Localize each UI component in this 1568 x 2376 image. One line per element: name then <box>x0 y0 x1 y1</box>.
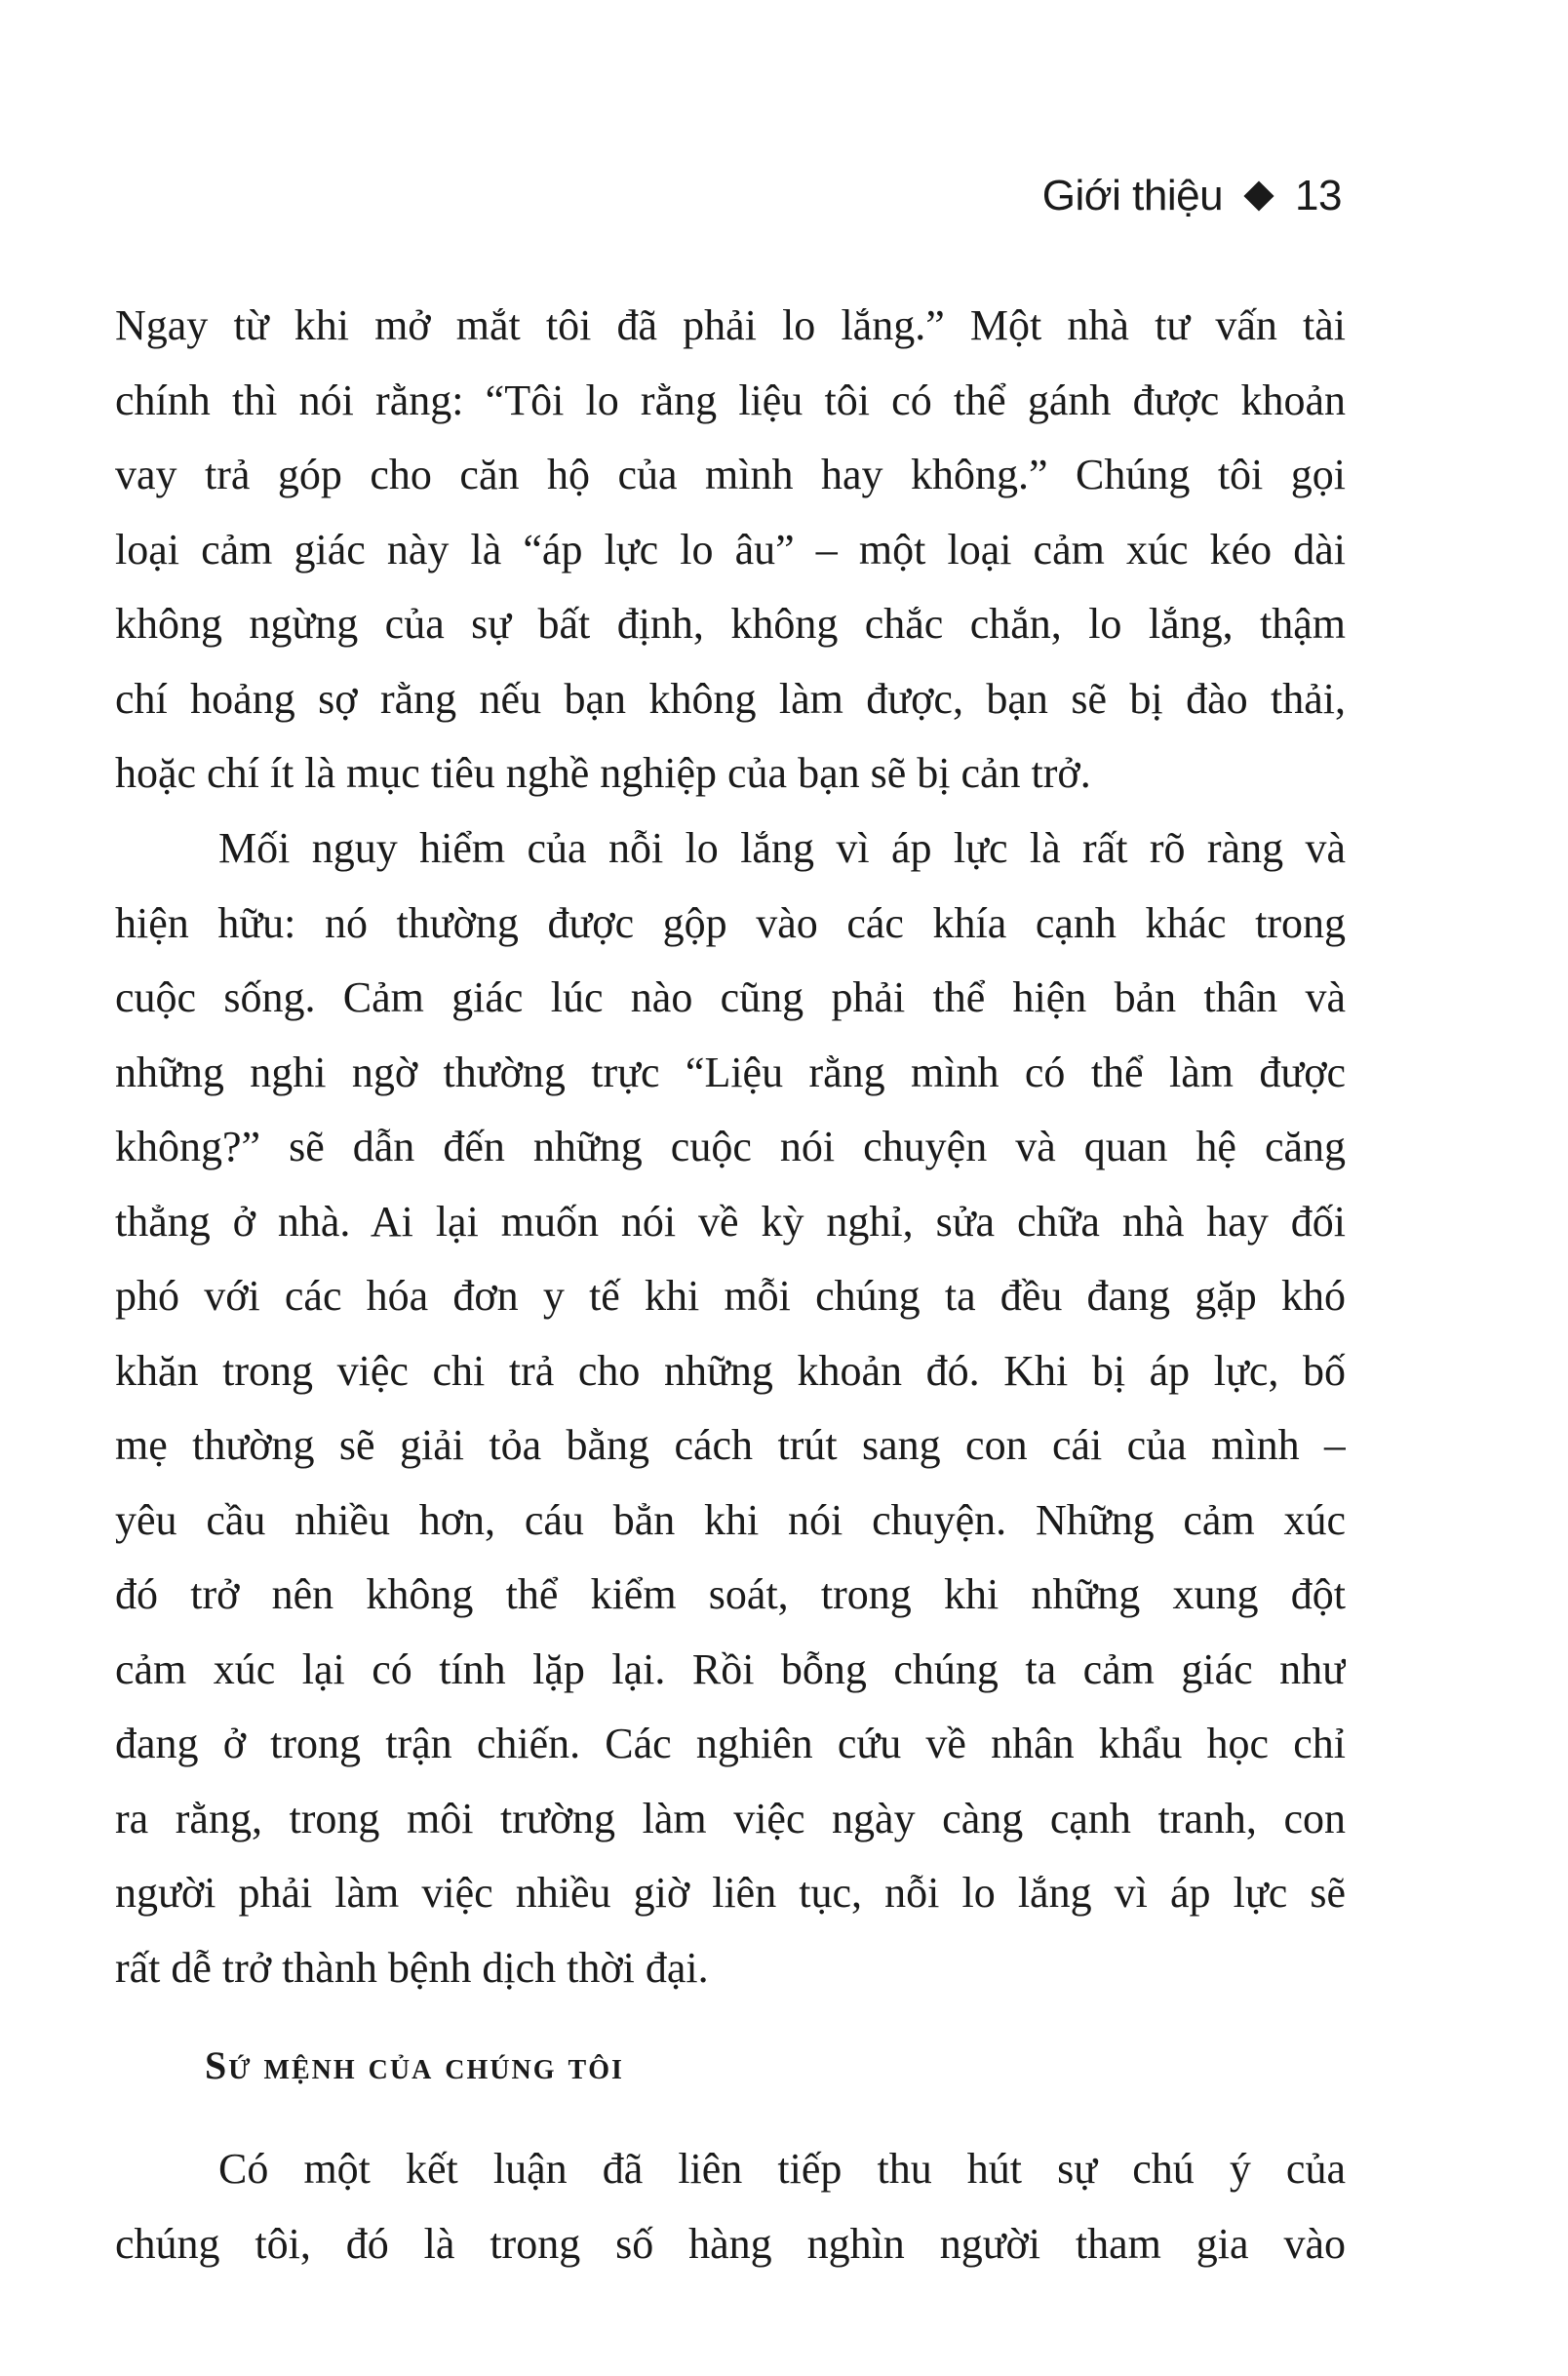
diamond-ornament-icon <box>1243 180 1274 211</box>
text-line: rất dễ trở thành bệnh dịch thời đại. <box>115 1943 709 1992</box>
page-number: 13 <box>1295 172 1342 219</box>
paragraph <box>115 2132 1346 2281</box>
text-line: mẹ thường sẽ giải tỏa bằng cách trút sang con cái của mình – <box>115 1421 1346 1469</box>
text-line: chúng tôi, đó là trong số hàng nghìn người tham gia vào <box>115 2219 1346 2268</box>
text-line: đang ở trong trận chiến. Các nghiên cứu về nhân khẩu học chỉ <box>115 1720 1346 1767</box>
section-title: Giới thiệu <box>1041 172 1224 219</box>
text-line: không?” sẽ dẫn đến những cuộc nói chuyện và quan hệ căng <box>115 1123 1346 1170</box>
running-header <box>1042 172 1342 220</box>
text-line: phó với các hóa đơn y tế khi mỗi chúng ta đều đang gặp khó <box>115 1272 1346 1320</box>
text-line: hoặc chí ít là mục tiêu nghề nghiệp của bạn sẽ bị cản trở. <box>115 749 1091 797</box>
text-line: vay trả góp cho căn hộ của mình hay không.” Chúng tôi gọi <box>115 451 1346 498</box>
text-line: ra rằng, trong môi trường làm việc ngày càng cạnh tranh, con <box>115 1794 1346 1842</box>
paragraph-continued <box>115 289 1346 812</box>
text-line: loại cảm giác này là “áp lực lo âu” – một loại cảm xúc kéo dài <box>115 525 1346 574</box>
text-line: Ngay từ khi mở mắt tôi đã phải lo lắng.” Một nhà tư vấn tài <box>115 301 1346 349</box>
text-line: Mối nguy hiểm của nỗi lo lắng vì áp lực là rất rõ ràng và <box>218 824 1346 872</box>
text-line: đó trở nên không thể kiểm soát, trong khi những xung đột <box>115 1570 1346 1618</box>
section-heading: Sứ mệnh của chúng tôi <box>205 2043 624 2087</box>
text-line: chính thì nói rằng: “Tôi lo rằng liệu tôi có thể gánh được khoản <box>115 376 1346 424</box>
text-line: cảm xúc lại có tính lặp lại. Rồi bỗng chúng ta cảm giác như <box>115 1644 1346 1693</box>
text-line: không ngừng của sự bất định, không chắc chắn, lo lắng, thậm <box>115 600 1346 648</box>
text-line: thẳng ở nhà. Ai lại muốn nói về kỳ nghỉ, sửa chữa nhà hay đối <box>115 1197 1346 1246</box>
text-line: những nghi ngờ thường trực “Liệu rằng mình có thể làm được <box>115 1048 1346 1096</box>
paragraph <box>115 812 1346 2005</box>
text-line: người phải làm việc nhiều giờ liên tục, nỗi lo lắng vì áp lực sẽ <box>115 1869 1346 1917</box>
text-line: cuộc sống. Cảm giác lúc nào cũng phải thể hiện bản thân và <box>115 973 1346 1021</box>
text-line: khăn trong việc chi trả cho những khoản đó. Khi bị áp lực, bố <box>115 1346 1346 1395</box>
text-line: hiện hữu: nó thường được gộp vào các khía cạnh khác trong <box>115 898 1346 947</box>
text-line: yêu cầu nhiều hơn, cáu bẳn khi nói chuyện. Những cảm xúc <box>115 1495 1346 1544</box>
text-line: chí hoảng sợ rằng nếu bạn không làm được, bạn sẽ bị đào thải, <box>115 674 1346 723</box>
text-line: Có một kết luận đã liên tiếp thu hút sự chú ý của <box>218 2145 1346 2193</box>
